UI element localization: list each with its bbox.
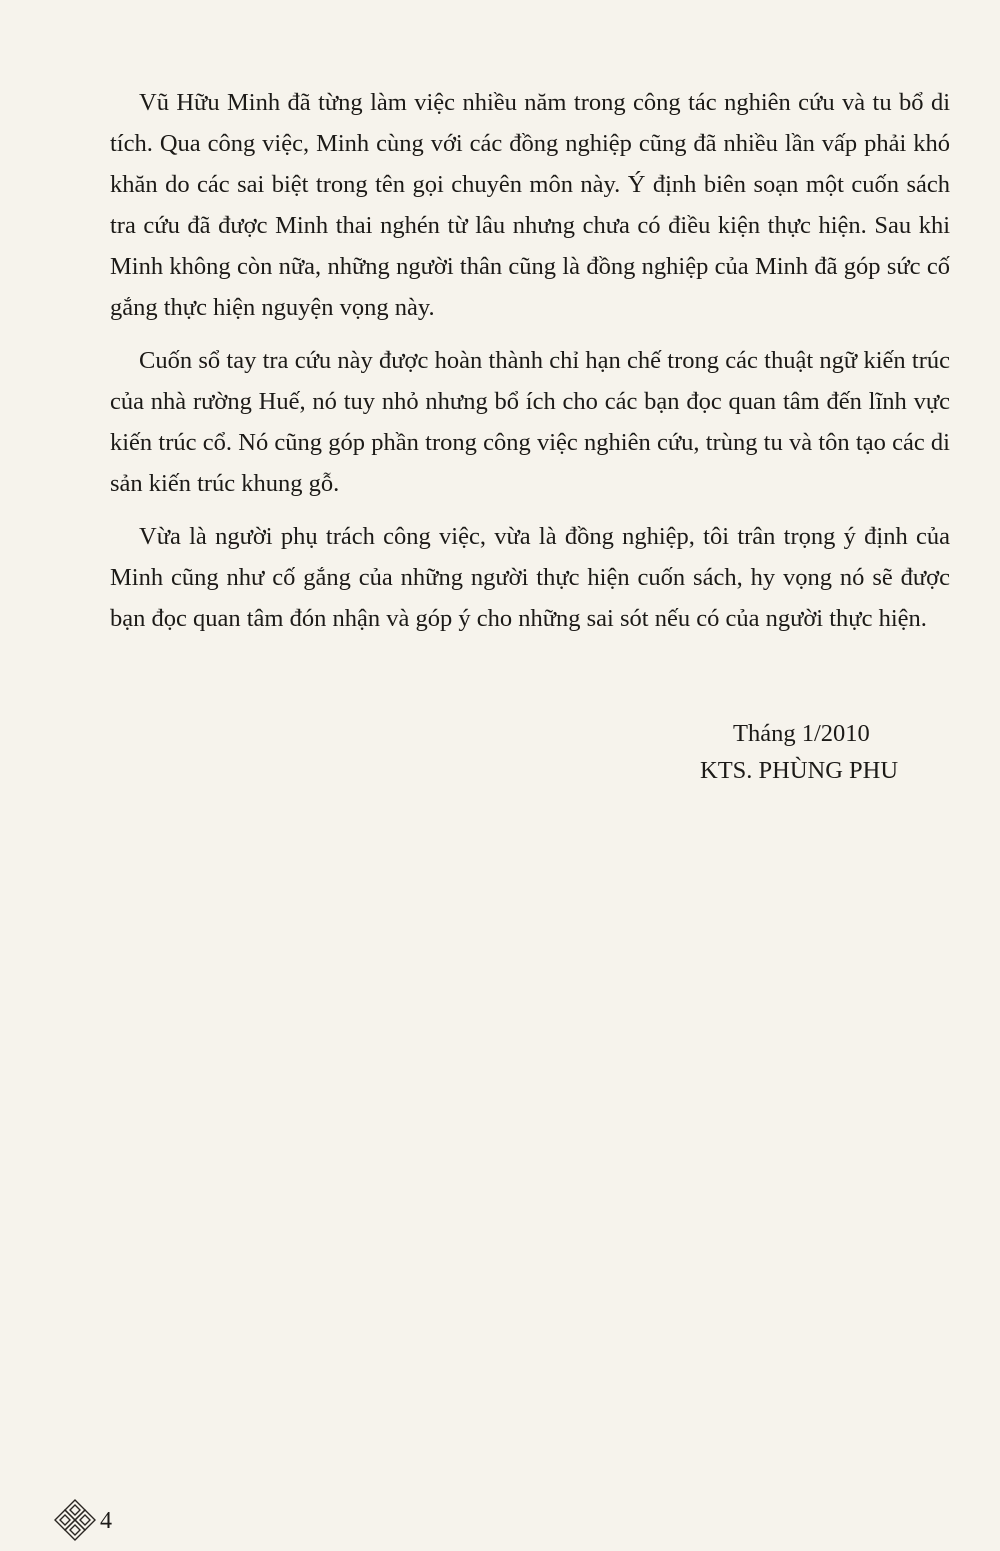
paragraph-1: Vũ Hữu Minh đã từng làm việc nhiều năm trong công tác nghiên cứu và tu bổ di tích. Qua công việc, Minh cùng với các đồng nghiệp cũng đã nhiều lần vấp phải khó khăn do các sai biệt trong tên gọi chuyên môn này. Ý định biên soạn một cuốn sách tra cứu đã được Minh thai nghén từ lâu nhưng chưa có điều kiện thực hiện. Sau khi Minh không còn nữa, những người thân cũng là đồng nghiệp của Minh đã góp sức cố gắng thực hiện nguyện vọng này. xyxy=(110,89,950,321)
page-footer xyxy=(52,1495,112,1545)
signature-name: KTS. PHÙNG PHU xyxy=(700,757,899,784)
signature-date: Tháng 1/2010 xyxy=(733,720,870,747)
paragraph-2: Cuốn sổ tay tra cứu này được hoàn thành chỉ hạn chế trong các thuật ngữ kiến trúc của nhà rường Huế, nó tuy nhỏ nhưng bổ ích cho các bạn đọc quan tâm đến lĩnh vực kiến trúc cổ. Nó cũng góp phần trong công việc nghiên cứu, trùng tu và tôn tạo các di sản kiến trúc khung gỗ. xyxy=(110,347,950,497)
body-text xyxy=(110,82,950,651)
paragraph-3: Vừa là người phụ trách công việc, vừa là đồng nghiệp, tôi trân trọng ý định của Minh cũng như cố gắng của những người thực hiện cuốn sách, hy vọng nó sẽ được bạn đọc quan tâm đón nhận và góp ý cho những sai sót nếu có của người thực hiện. xyxy=(110,523,950,632)
page-number: 4 xyxy=(100,1507,112,1534)
diamond-ornament-icon xyxy=(52,1497,98,1543)
signature-block xyxy=(700,715,898,789)
